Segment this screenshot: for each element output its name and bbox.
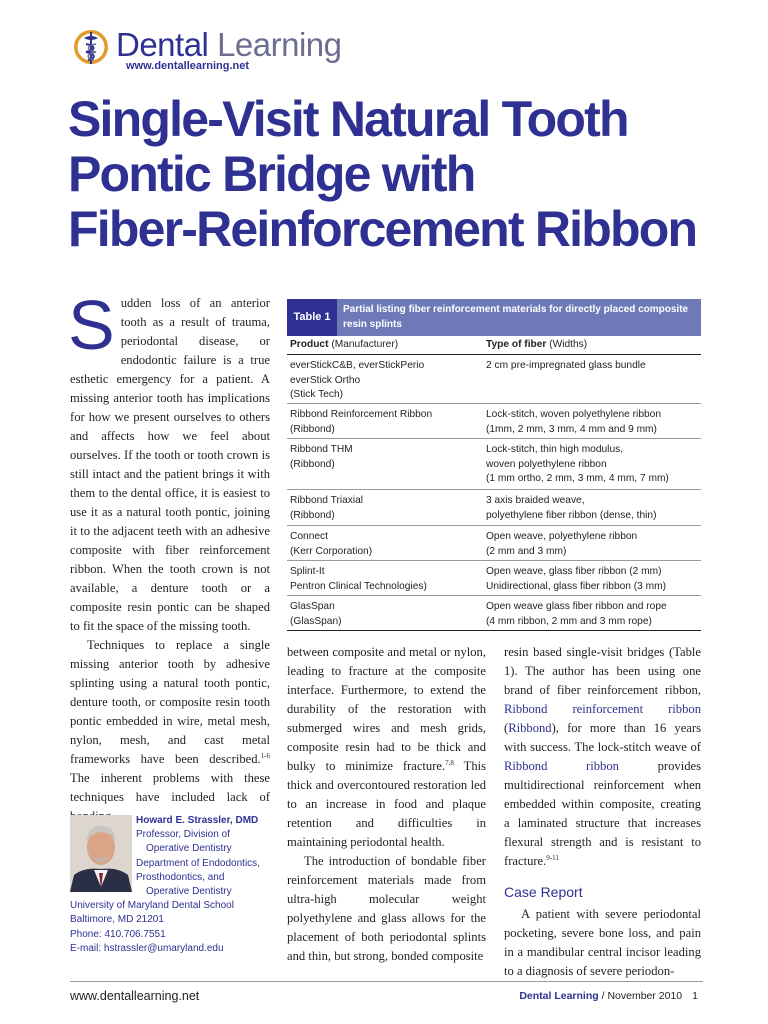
fiber-cell: Open weave, polyethylene ribbon (2 mm and 3 mm) [486, 531, 638, 557]
caduceus-logo-icon [70, 26, 112, 68]
column-header-bold: Product [290, 339, 329, 350]
product-cell: everStickC&B, everStickPerio everStick Ortho (Stick Tech) [290, 360, 425, 400]
column-header-product [290, 339, 398, 350]
author-bio [70, 814, 280, 956]
table-row [287, 596, 701, 631]
product-cell: Ribbond Triaxial (Ribbond) [290, 495, 364, 521]
author-institution: University of Maryland Dental School [70, 900, 234, 912]
paragraph [70, 636, 270, 826]
column-header-fiber [486, 339, 587, 350]
table-row [287, 355, 701, 404]
footer-brand: Dental Learning [519, 990, 599, 1002]
column-header-rest: (Manufacturer) [328, 339, 399, 350]
column-header-bold: Type of fiber [486, 339, 547, 350]
logo-word-learning: Learning [217, 26, 342, 63]
ribbond-reinforcement-link[interactable]: Ribbond reinforcement ribbon [504, 702, 701, 716]
footer-issue-date: / November 2010 [598, 990, 683, 1002]
article-title [68, 92, 758, 257]
section-heading-case-report: Case Report [504, 884, 583, 900]
author-role: Department of Endodontics, [136, 857, 260, 869]
author-role: Operative Dentistry [146, 886, 232, 898]
table-row [287, 561, 701, 596]
title-line: Single-Visit Natural Tooth [68, 91, 628, 147]
author-city: Baltimore, MD 21201 [70, 914, 164, 926]
paragraph-text: ( [504, 721, 509, 735]
header-url[interactable]: www.dentallearning.net [126, 60, 250, 72]
table-label: Table 1 [287, 299, 337, 336]
body-column-2 [287, 643, 486, 966]
paragraph [504, 905, 701, 981]
author-email[interactable]: E-mail: hstrassler@umaryland.edu [70, 942, 224, 954]
logo-wordmark [116, 28, 342, 62]
author-phone: Phone: 410.706.7551 [70, 928, 166, 940]
author-role: Professor, Division of [136, 829, 230, 841]
ribbond-link[interactable]: Ribbond [508, 721, 552, 735]
fiber-cell: 3 axis braided weave, polyethylene fiber ribbon (dense, thin) [486, 495, 657, 521]
table-row [287, 439, 701, 490]
fiber-cell: Open weave, glass fiber ribbon (2 mm) Unidirectional, glass fiber ribbon (3 mm) [486, 566, 667, 592]
page-number: 1 [692, 990, 698, 1002]
paragraph [504, 643, 701, 871]
drop-cap: S [68, 286, 115, 364]
title-line: Fiber-Reinforcement Ribbon [68, 201, 697, 257]
ribbond-ribbon-link[interactable]: Ribbond ribbon [504, 759, 619, 773]
paragraph [68, 286, 270, 636]
product-cell: GlasSpan (GlasSpan) [290, 601, 342, 627]
author-name: Howard E. Strassler, DMD [136, 815, 259, 826]
author-role: Operative Dentistry [146, 843, 232, 855]
paragraph-text: resin based single-visit bridges (Table 1). The author has been using one brand of fiber reinforcement ribbon, [504, 645, 701, 697]
fiber-cell: Lock-stitch, woven polyethylene ribbon (1mm, 2 mm, 3 mm, 4 mm and 9 mm) [486, 409, 661, 435]
table-row [287, 526, 701, 561]
fiber-cell: 2 cm pre-impregnated glass bundle [486, 360, 646, 371]
title-line: Pontic Bridge with [68, 146, 475, 202]
paragraph [287, 852, 486, 966]
logo-word-dental: Dental [116, 26, 209, 63]
fiber-materials-table [287, 299, 701, 631]
body-column-3 [504, 643, 701, 981]
product-cell: Splint-It Pentron Clinical Technologies) [290, 566, 427, 592]
paragraph-text: between composite and metal or nylon, leading to fracture at the composite interface. Furthermore, to extend the durability of the restoration with submerged wires and mesh grids, composite resin had to be thick and bulky to minimize fracture. [287, 645, 486, 773]
table-header-bar [287, 299, 701, 336]
paragraph-text: provides multidirectional reinforcement when embedded within composite, creating a laminated structure that increases flexural strength and is resistant to fracture. [504, 759, 701, 868]
paragraph-text: ), for more than 16 years with success. The lock-stitch weave of [504, 721, 701, 754]
author-role: Prosthodontics, and [136, 871, 225, 883]
fiber-cell: Lock-stitch, thin high modulus, woven polyethylene ribbon (1 mm ortho, 2 mm, 3 mm, 4 mm, 7 mm) [486, 444, 669, 484]
product-cell: Ribbond Reinforcement Ribbon (Ribbond) [290, 409, 433, 435]
citation-ref: 1-6 [260, 751, 270, 760]
paragraph [287, 643, 486, 852]
paragraph-text: This thick and overcontoured restoration led to an increase in food and plaque retention and difficulties in maintaining periodontal health. [287, 759, 487, 849]
paragraph-text: The inherent problems with these techniques have included lack of [70, 771, 270, 804]
table-caption: Partial listing fiber reinforcement materials for directly placed composite resin splints [343, 304, 689, 330]
body-column-1 [68, 286, 270, 826]
table-column-headers [287, 336, 701, 355]
column-header-rest: (Widths) [546, 339, 588, 350]
product-cell: Ribbond THM (Ribbond) [290, 444, 353, 470]
table-row [287, 404, 701, 439]
footer-divider [70, 981, 703, 982]
paragraph-text: udden loss of an anterior tooth as a result of trauma, periodontal disease, or endodontic failure is a true esthetic emergency for a patient. A missing anterior tooth has implications for how we present ourselves to others and affects how we feel about ourselves. If the tooth or tooth crown is still intact and the patient brings it with them to the dental office, it is easiest to use it as a natural tooth pontic, joining it to the adjacent teeth with an adhesive composite with fiber reinforcement ribbon. When the tooth crown is not available, a denture tooth or a composite resin pontic can be shaped to fit the space of the missing tooth. [70, 296, 270, 633]
fiber-cell: Open weave glass fiber ribbon and rope (4 mm ribbon, 2 mm and 3 mm rope) [486, 601, 667, 627]
table-row [287, 490, 701, 526]
product-cell: Connect (Kerr Corporation) [290, 531, 373, 557]
footer-issue [519, 990, 698, 1002]
citation-ref: 7,8 [445, 758, 454, 767]
paragraph-text: Techniques to replace a single missing anterior tooth by adhesive splinting using a natural tooth pontic, denture tooth, or composite resin tooth pontic embedded in wire, metal mesh, nylon, mesh, and cast metal frameworks have been described. [70, 638, 270, 766]
dental-learning-logo [70, 24, 350, 76]
citation-ref: 9-11 [546, 853, 559, 862]
paragraph-text: A patient with severe periodontal pocketing, severe bone loss, and pain in a mandibular central incisor leading to a diagnosis of severe periodon- [504, 907, 701, 978]
paragraph-text: The introduction of bondable fiber reinforcement materials made from ultra-high molecular weight polyethylene and glass allows for the placement of both periodontal splints and thin, but strong, bonded composite [287, 854, 486, 963]
footer-url[interactable]: www.dentallearning.net [70, 989, 200, 1003]
